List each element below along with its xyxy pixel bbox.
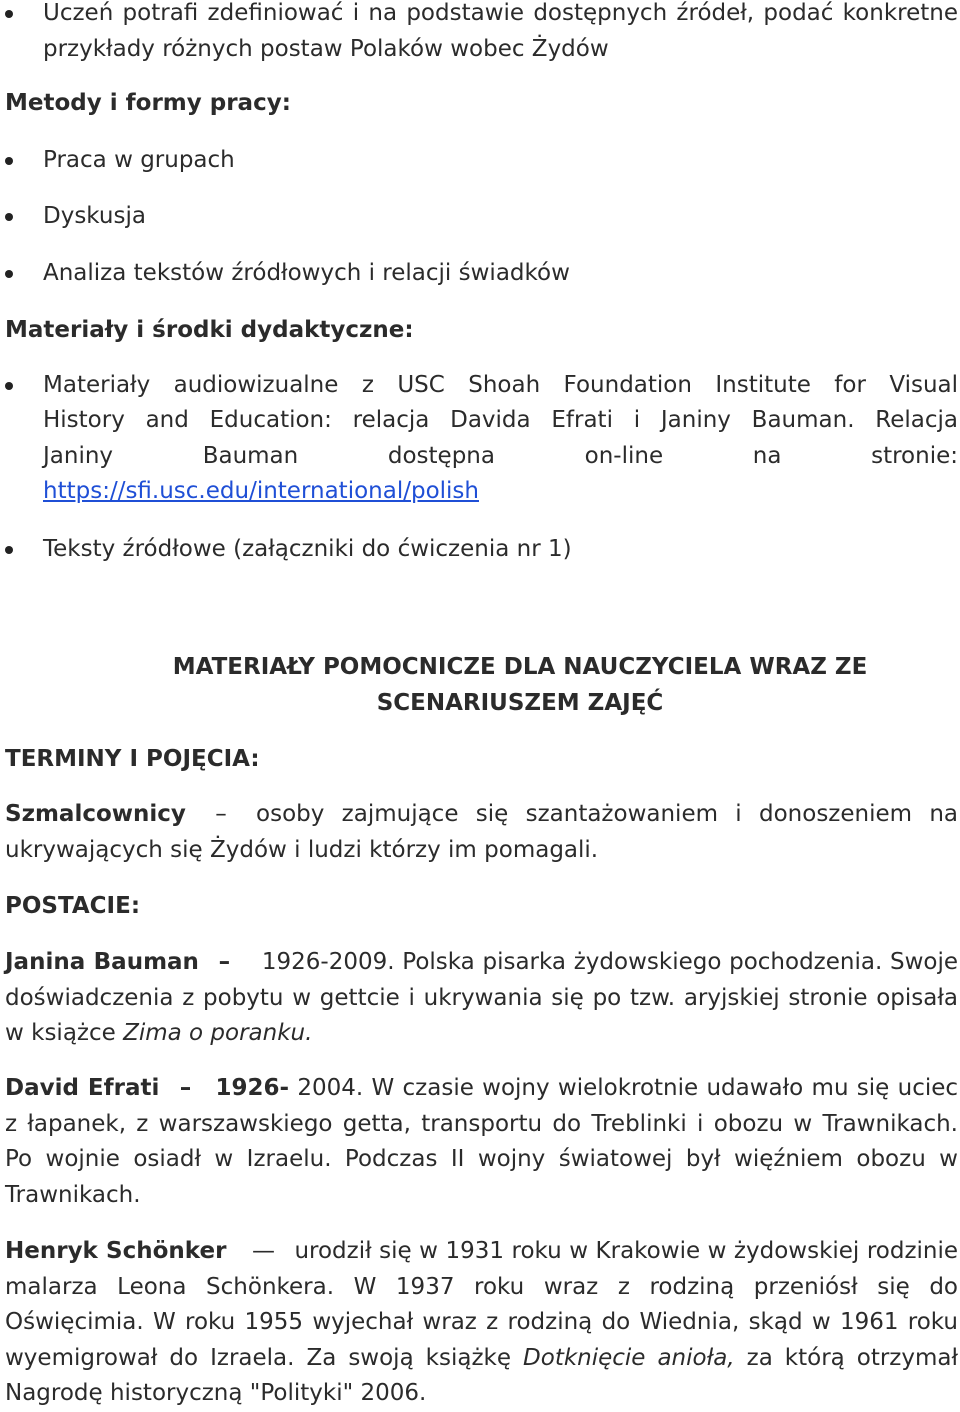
intro-list-item [43, 0, 958, 67]
bullet-icon [5, 382, 13, 390]
materials-heading: Materiały i środki dydaktyczne: [5, 317, 414, 343]
term-text: osoby zajmujące się szantażowaniem i donoszeniem na ukrywających się Żydów i ludzi którzy im pomagali. [5, 801, 959, 863]
materials-item: Teksty źródłowe (załączniki do ćwiczenia nr 1) [43, 536, 572, 562]
person-name: Janina Bauman [5, 949, 199, 975]
person-efrati [5, 1071, 958, 1213]
person-schonker [5, 1234, 958, 1412]
book-title: Dotknięcie anioła, [523, 1344, 735, 1371]
person-text: urodził się w 1931 roku w Krakowie w żydowskiej rodzinie malarza Leona Schönkera. W 1937 roku wraz z rodziną przeniósł się do Oświęcimia. W roku 1955 wyjechał wraz z rodziną do Wiednia, skąd w 1961 roku wyemigrował do Izraela. Za swoją książkę [5, 1238, 959, 1371]
bullet-icon [5, 10, 13, 18]
intro-text: Uczeń potrafi zdefiniować i na podstawie dostępnych źródeł, podać konkretne przykłady różnych postaw Polaków wobec Żydów [43, 0, 958, 62]
person-text: 2004. W czasie wojny wielokrotnie udawało mu się uciec z łapanek, z warszawskiego getta, transportu do Treblinki i obozu w Trawnikach. Po wojnie osiadł w Izraelu. Podczas II wojny światowej był więźniem obozu w Trawnikach. [5, 1075, 959, 1208]
persons-heading: POSTACIE: [5, 893, 141, 919]
section-title-line: SCENARIUSZEM ZAJĘĆ [376, 690, 664, 716]
book-title: Zima o poranku. [123, 1020, 313, 1046]
terms-heading: TERMINY I POJĘCIA: [5, 746, 260, 772]
person-text: za którą otrzymał Nagrodę historyczną "Polityki" 2006. [5, 1344, 959, 1406]
materials-item-line: History and Education: relacja Davida Efrati i Janiny Bauman. Relacja [43, 407, 958, 433]
person-dash: – [179, 1075, 192, 1101]
materials-item-line: Materiały audiowizualne z USC Shoah Foundation Institute for Visual [43, 372, 958, 398]
term-dash: – [215, 801, 227, 827]
person-name: Henryk Schönker [5, 1238, 227, 1264]
bullet-icon [5, 270, 13, 278]
materials-item-line: Janiny Bauman dostępna on-line na stronie: [43, 443, 958, 469]
methods-item: Praca w grupach [43, 147, 235, 173]
person-dash: – [218, 949, 231, 975]
person-name: David Efrati [5, 1075, 160, 1101]
section-title-line: MATERIAŁY POMOCNICZE DLA NAUCZYCIELA WRAZ ZE [172, 654, 868, 680]
methods-heading: Metody i formy pracy: [5, 90, 291, 116]
term-definition [5, 797, 958, 868]
materials-link-line [43, 474, 958, 510]
person-bauman [5, 945, 958, 1052]
bullet-icon [5, 546, 13, 554]
person-text: 1926-2009. Polska pisarka żydowskiego pochodzenia. Swoje doświadczenia z pobytu w gettcie i ukrywania się po tzw. aryjskiej stronie opisała w książce [5, 949, 959, 1046]
bullet-icon [5, 157, 13, 165]
term-name: Szmalcownicy [5, 801, 186, 827]
shoah-foundation-link[interactable]: https://sfi.usc.edu/international/polish [43, 478, 479, 504]
section-title [130, 649, 910, 721]
person-dash: — [251, 1238, 275, 1264]
person-years: 1926- [215, 1075, 290, 1101]
bullet-icon [5, 213, 13, 221]
methods-item: Dyskusja [43, 203, 146, 229]
methods-item: Analiza tekstów źródłowych i relacji świadków [43, 260, 570, 286]
